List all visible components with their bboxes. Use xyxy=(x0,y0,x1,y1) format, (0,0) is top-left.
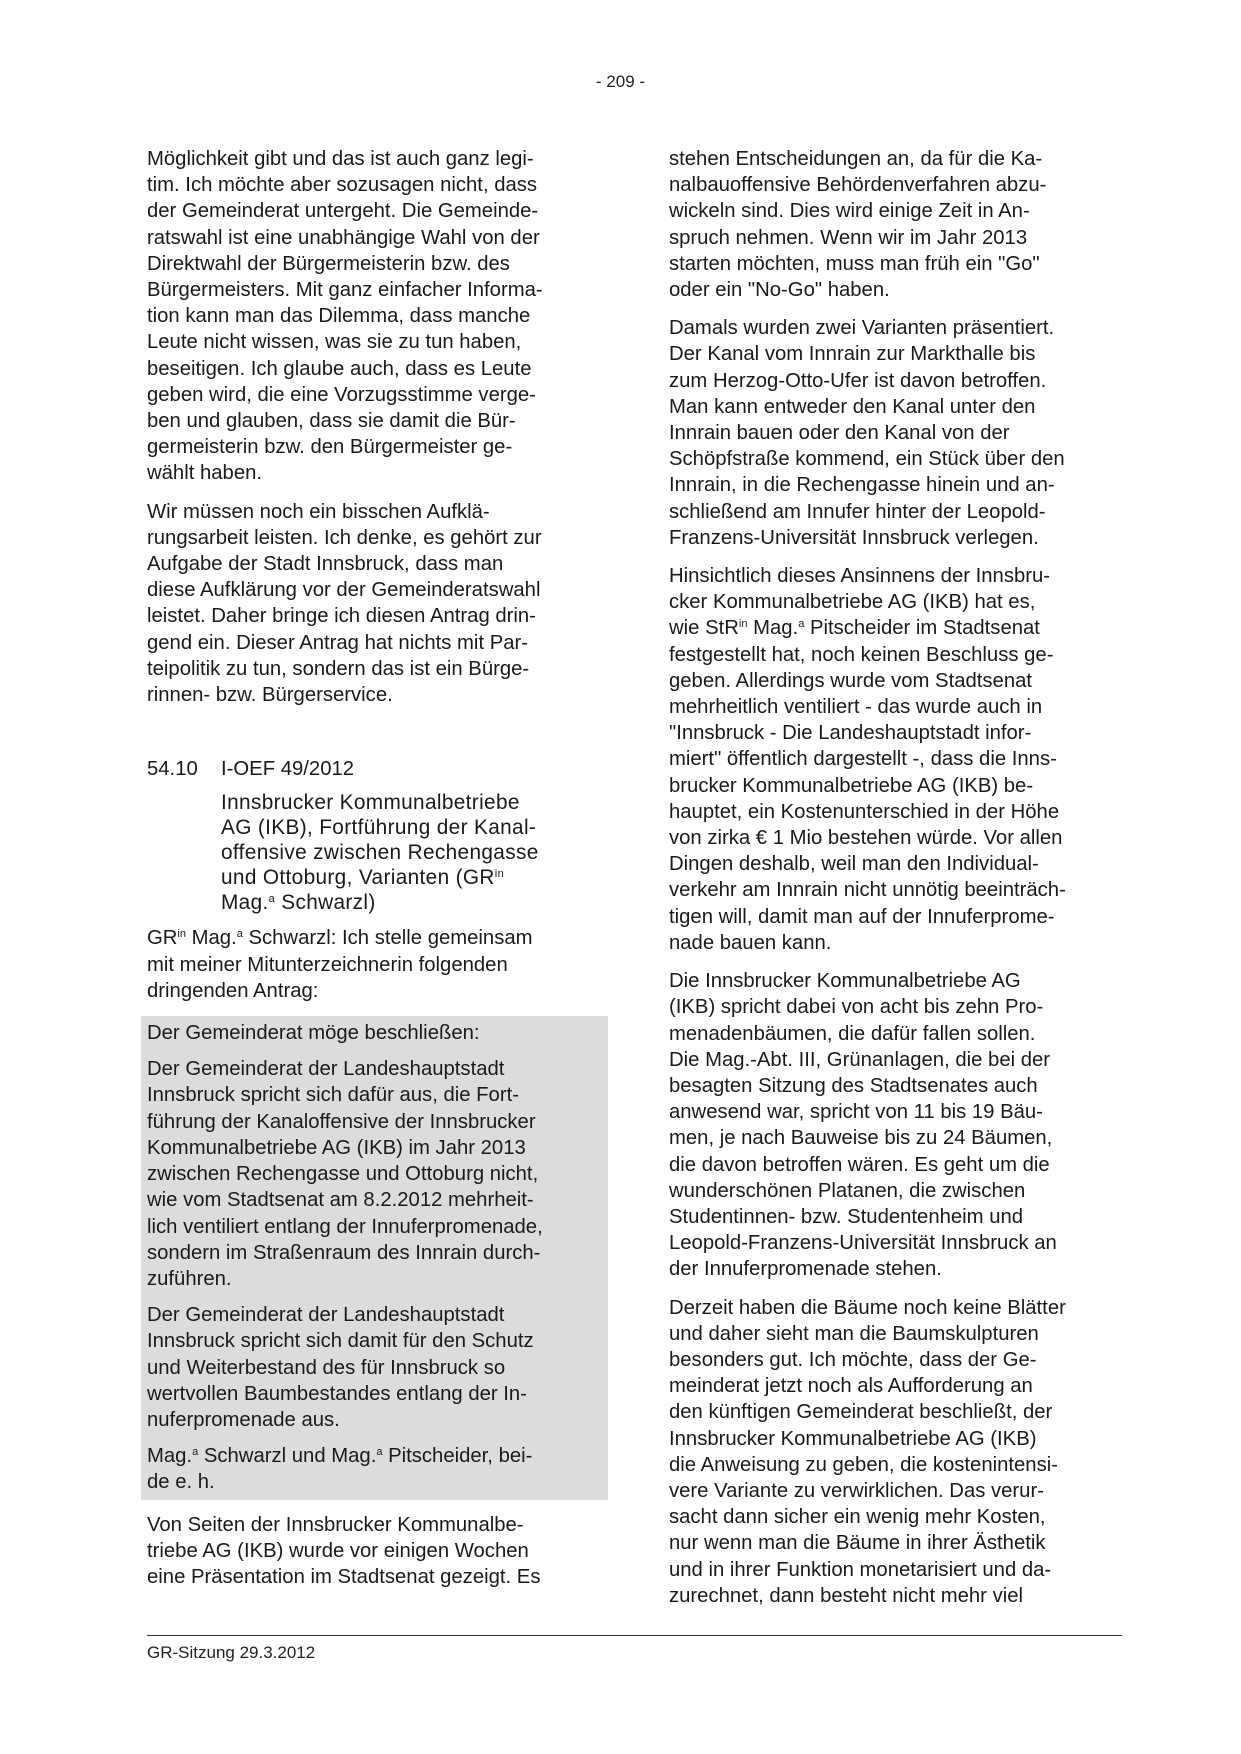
signature-mid: Schwarzl und Mag. xyxy=(198,1445,377,1468)
right-paragraph-5: Derzeit haben die Bäume noch keine Blätter und daher sieht man die Baumskulpturen besonders gut. Ich möchte, dass der Ge- meinderat jetzt noch als Aufforderung an den künftigen Gemeinderat beschließt, der Innsbrucker Kommunalbetriebe AG (IKB) die Anweisung zu geben, die kostenintensi- vere Variante zu verwirklichen. Das verur- sacht dann sicher ein wenig mehr Kosten, nur wenn man die Bäume in ihrer Ästhetik und in ihrer Funktion monetarisiert und da- zurechnet, dann besteht nicht mehr viel xyxy=(669,1296,1066,1607)
signature-mag-1: Mag. xyxy=(147,1445,193,1468)
speaker-mag: Mag. xyxy=(185,927,237,950)
right-paragraph-2: Damals wurden zwei Varianten präsentiert. Der Kanal vom Innrain zur Markthalle bis zum Herzog-Otto-Ufer ist davon betroffen. Man kann entweder den Kanal unter den Innrain bauen oder den Kanal von der Schöpfstraße kommend, ein Stück über den Innrain, in die Rechengasse hinein und an- schließend am Innufer hinter der Leopold- Franzens-Universität Innsbruck verlegen. xyxy=(669,317,1065,549)
footer-divider xyxy=(147,1635,1122,1636)
right-paragraph-1: stehen Entscheidungen an, da für die Ka- nalbauoffensive Behördenverfahren abzu- wickeln sind. Dies wird einige Zeit in An- spruch nehmen. Wenn wir im Jahr 2013 starten möchten, muss man früh ein "Go" oder ein "No-Go" haben. xyxy=(669,148,1047,302)
motion-paragraph-1: Der Gemeinderat der Landeshauptstadt Innsbruck spricht sich dafür aus, die Fort- führung der Kanaloffensive der Innsbrucker Kommunalbetriebe AG (IKB) im Jahr 2013 zwischen Rechengasse und Ottoburg nicht, wie vom Stadtsenat am 8.2.2012 mehrheit- lich ventiliert entlang der Innuferpromenade, sondern im Straßenraum des Innrain durch- zuführen. xyxy=(147,1058,543,1290)
superscript: in xyxy=(738,618,748,631)
agenda-item-title-mag: Mag. xyxy=(221,891,269,915)
right-paragraph-3-mag: Mag. xyxy=(747,617,799,640)
left-paragraph-2: Wir müssen noch ein bisschen Aufklä- rungsarbeit leisten. Ich denke, es gehört zur Aufgabe der Stadt Innsbruck, dass man diese Aufklärung vor der Gemeinderatswahl leistet. Daher bringe ich diesen Antrag drin- gend ein. Dieser Antrag hat nichts mit Par- teipolitik zu tun, sondern das ist ein Bürge- rinnen- bzw. Bürgerservice. xyxy=(147,500,542,707)
speaker-paragraph xyxy=(147,925,602,1004)
signature-rest: Pitscheider, bei- de e. h. xyxy=(147,1445,533,1494)
agenda-item-code: I-OEF 49/2012 xyxy=(221,758,355,781)
motion-signatures xyxy=(147,1443,602,1495)
right-paragraph-3-start: Hinsichtlich dieses Ansinnens der Innsbru- cker Kommunalbetriebe AG (IKB) hat es, wie StR xyxy=(669,565,1051,640)
right-paragraph-3-rest: Pitscheider im Stadtsenat festgestellt hat, noch keinen Beschluss ge- geben. Allerdings wurde vom Stadtsenat mehrheitlich ventiliert - das wurde auch in "Innsbruck - Die Landeshauptstadt infor- miert" öffentlich dargestellt -, dass die Inns- brucker Kommunalbetriebe AG (IKB) be- hauptet, ein Kostenunterschied in der Höhe von zirka € 1 Mio bestehen würde. Vor allen Dingen deshalb, weil man den Individual- verkehr am Innrain nicht unnötig beeinträch- tigen will, damit man auf der Innuferprome- nade bauen kann. xyxy=(669,617,1066,954)
superscript: in xyxy=(494,868,505,881)
right-column xyxy=(669,146,1131,1609)
right-paragraph-3 xyxy=(669,563,1131,956)
page-number: - 209 - xyxy=(595,72,646,91)
superscript: a xyxy=(236,928,243,941)
agenda-item-title-text: Innsbrucker Kommunalbetriebe AG (IKB), Fortführung der Kanal- offensive zwischen Rechengasse und Ottoburg, Varianten (GR xyxy=(221,791,539,890)
agenda-item-title xyxy=(221,790,602,915)
motion-box xyxy=(141,1016,608,1499)
agenda-item-header xyxy=(147,756,602,782)
superscript: in xyxy=(177,928,186,941)
superscript: a xyxy=(192,1446,199,1459)
agenda-item-number: 54.10 xyxy=(147,758,198,781)
motion-intro: Der Gemeinderat möge beschließen: xyxy=(147,1022,480,1045)
right-paragraph-4: Die Innsbrucker Kommunalbetriebe AG (IKB) spricht dabei von acht bis zehn Pro- menadenbäumen, die dafür fallen sollen. Die Mag.-Abt. III, Grünanlagen, die bei der besagten Sitzung des Stadtsenates auch anwesend war, spricht von 11 bis 19 Bäu- men, je nach Bauweise bis zu 24 Bäumen, die davon betroffen wären. Es geht um die wunderschönen Platanen, die zwischen Studentinnen- bzw. Studentenheim und Leopold-Franzens-Universität Innsbruck an der Innuferpromenade stehen. xyxy=(669,970,1057,1281)
superscript: a xyxy=(376,1446,383,1459)
superscript: a xyxy=(268,893,276,906)
left-paragraph-1: Möglichkeit gibt und das ist auch ganz legi- tim. Ich möchte aber sozusagen nicht, dass der Gemeinderat untergeht. Die Gemeinde- ratswahl ist eine unabhängige Wahl von der Direktwahl der Bürgermeisterin bzw. des Bürgermeisters. Mit ganz einfacher Informa- tion kann man das Dilemma, dass manche Leute nicht wissen, was sie zu tun haben, beseitigen. Ich glaube auch, dass es Leute geben wird, die eine Vorzugsstimme verge- ben und glauben, dass sie damit die Bür- germeisterin bzw. den Bürgermeister ge- wählt haben. xyxy=(147,148,543,485)
motion-paragraph-2: Der Gemeinderat der Landeshauptstadt Innsbruck spricht sich damit für den Schutz und Weiterbestand des für Innsbruck so wertvollen Baumbestandes entlang der In- nuferpromenade aus. xyxy=(147,1304,534,1431)
left-column xyxy=(147,146,602,1590)
agenda-item-title-end: Schwarzl) xyxy=(275,891,376,915)
speaker-title: GR xyxy=(147,927,178,950)
superscript: a xyxy=(798,618,805,631)
speaker-text: Schwarzl: Ich stelle gemeinsam mit meiner Mitunterzeichnerin folgenden dringenden Antrag: xyxy=(147,927,533,1002)
footer-session-label: GR-Sitzung 29.3.2012 xyxy=(147,1643,316,1662)
left-paragraph-3: Von Seiten der Innsbrucker Kommunalbe- triebe AG (IKB) wurde vor einigen Wochen eine Präsentation im Stadtsenat gezeigt. Es xyxy=(147,1513,541,1588)
